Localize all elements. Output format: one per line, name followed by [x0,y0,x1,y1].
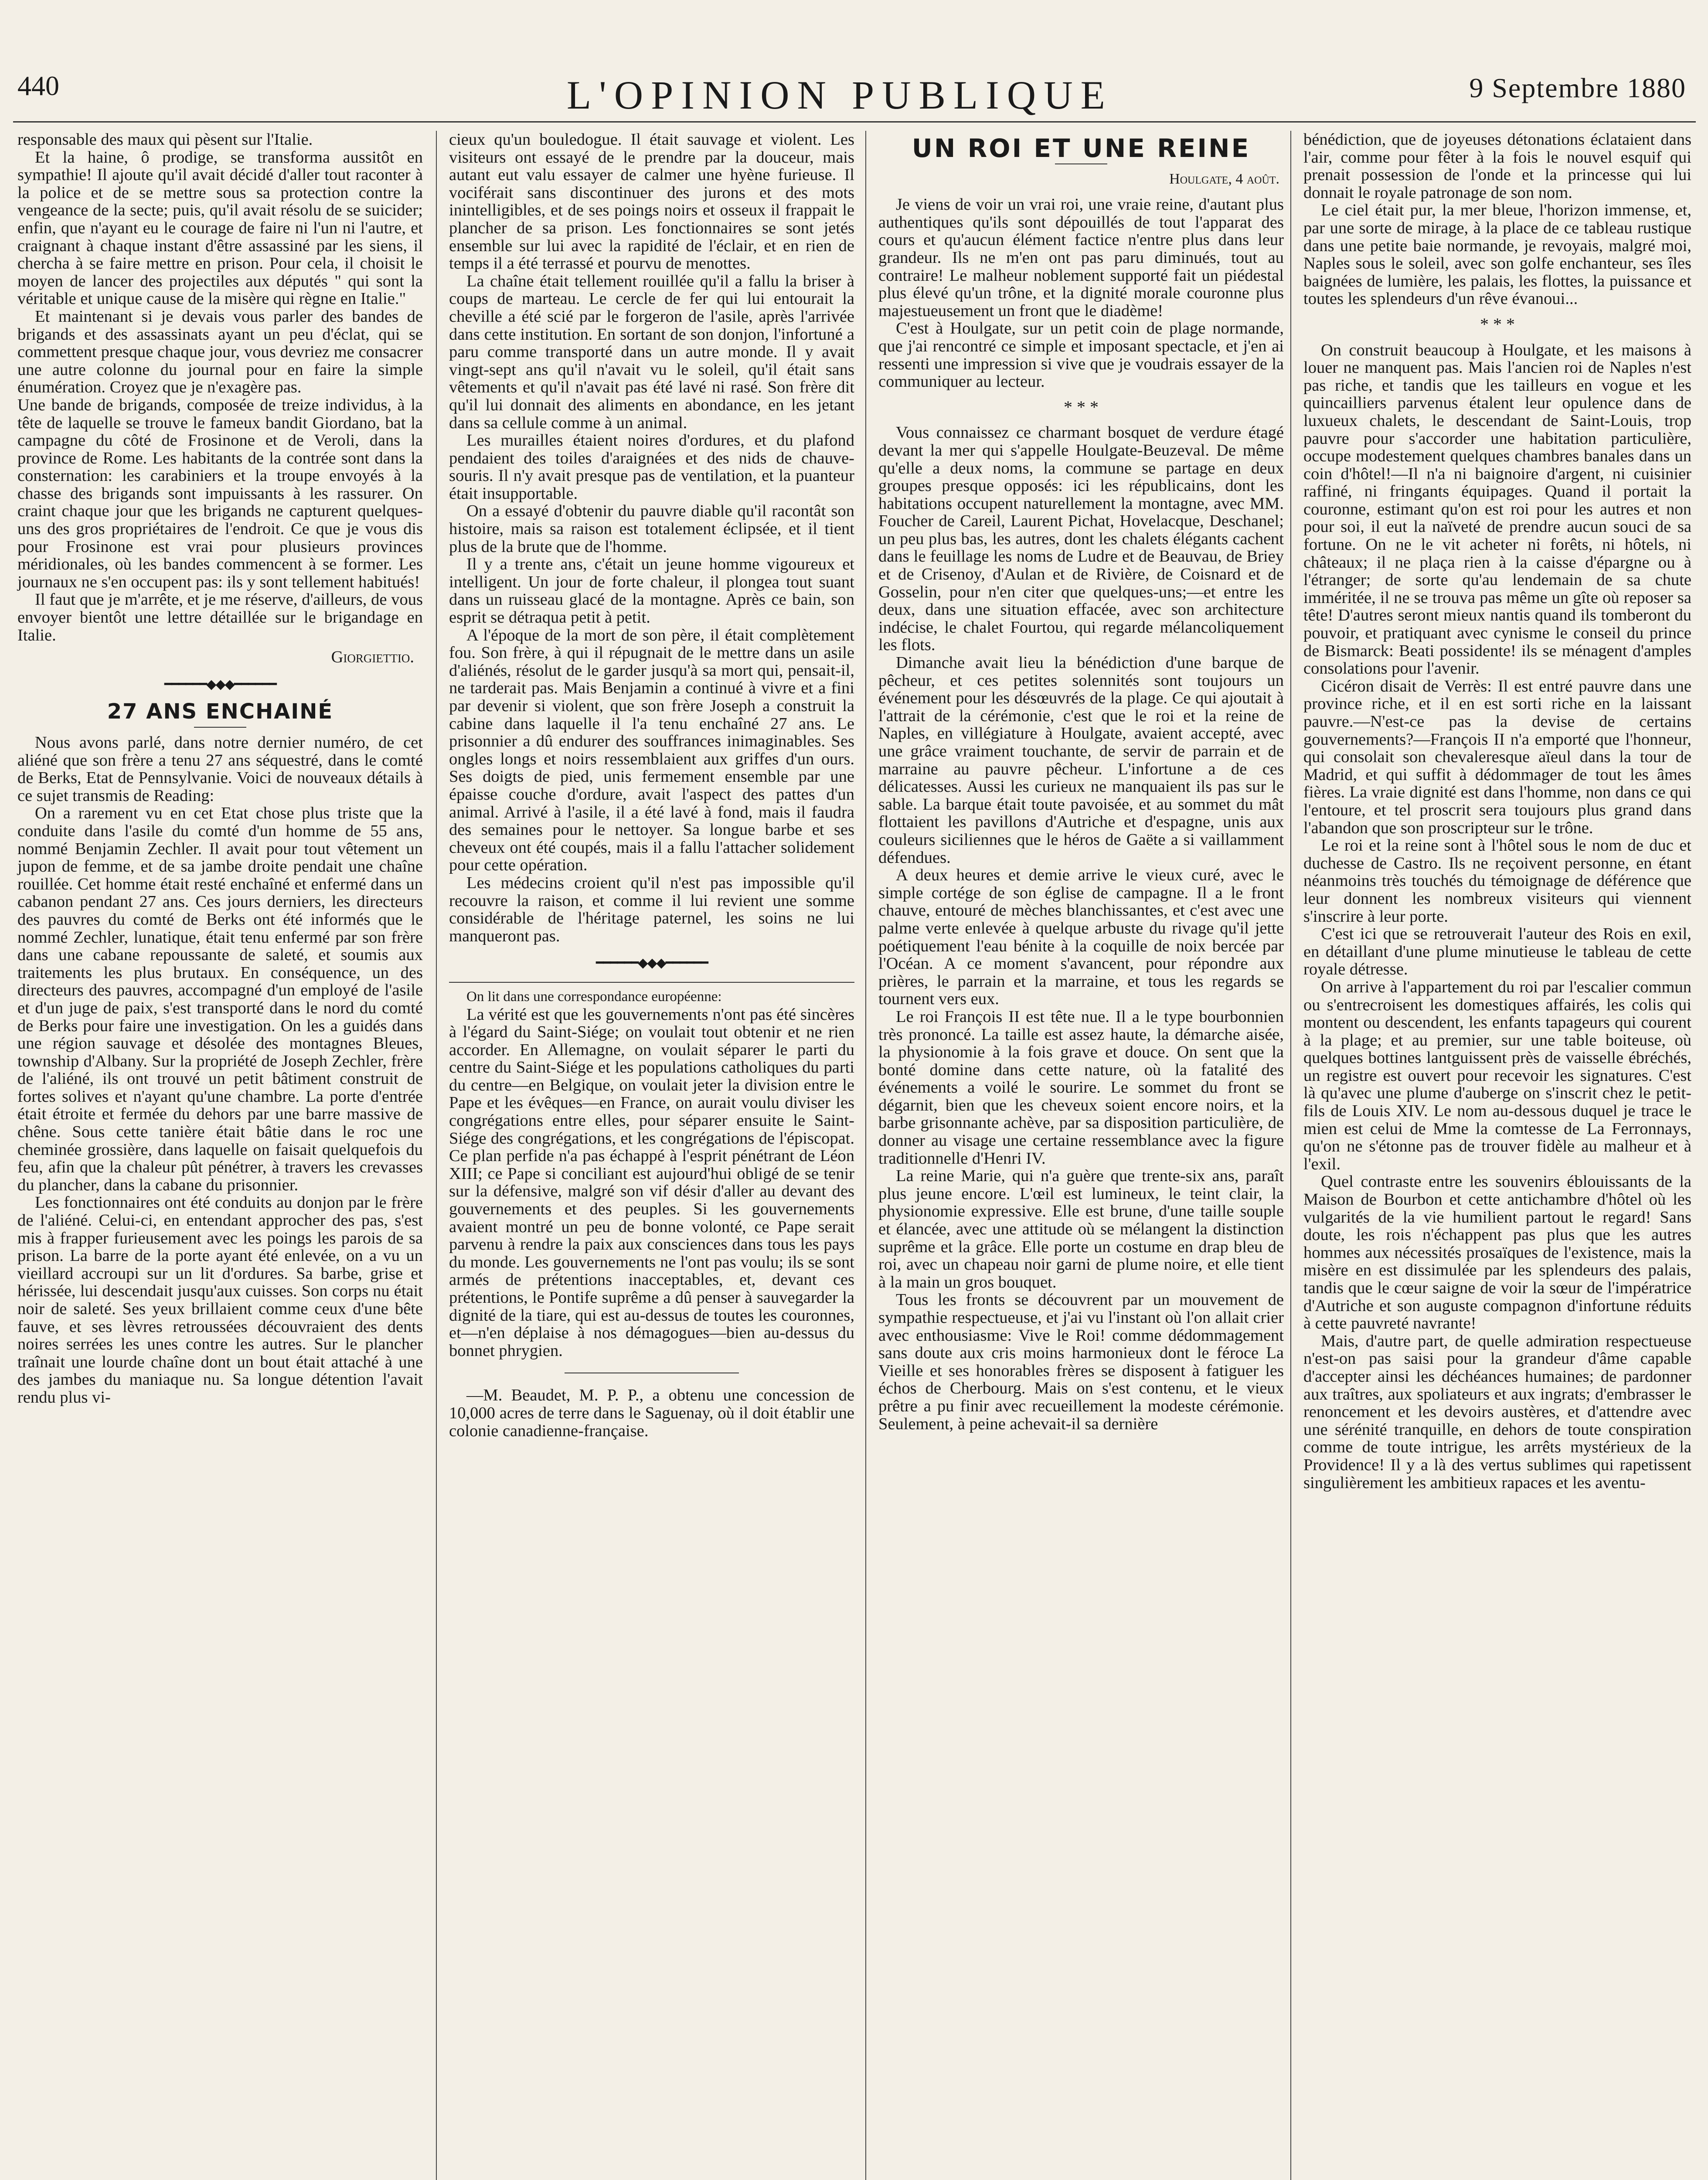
issue-date: 9 Septembre 1880 [1469,72,1686,103]
column-divider [436,131,437,2180]
paragraph: bénédiction, que de joyeuses détonations éclataient dans l'air, comme pour fêter à la fois le nouvel esquif qui prenait possession de l'onde et la princesse qui lui donnait le royale patronage de son nom. [1303,130,1691,202]
paragraph: La reine Marie, qui n'a guère que trente-six ans, paraît plus jeune encore. L'œil est lumineux, le teint clair, la physionomie expressive. Elle est brune, d'une taille souple et élancée, avec une attitude où se mélangent la distinction suprême et la grâce. Elle porte un costume en drap bleu de roi, avec un chapeau noir garni de plume noire, et elle tient à la main un gros bouquet. [878,1167,1284,1291]
asterism: * * * [1480,314,1515,334]
column-divider [865,131,866,2180]
dateline: Houlgate, 4 août. [1169,170,1279,187]
paragraph: A l'époque de la mort de son père, il était complètement fou. Son frère, à qui il répugnait de le mettre dans un asile d'aliénés, résolut de le garder jusqu'à sa mort qui, pensait-il, ne tarderait pas. Mais Benjamin a continué à vivre et a fini par devenir si violent, que son frère Joseph a construit la cabine dans laquelle il l'a tenu enchaîné 27 ans. Le prisonnier a dû endurer des souffrances inimaginables. Ses ongles longs et noirs ressemblaient aux griffes d'un ours. Ses doigts de pied, unis fermement ensemble par une épaisse couche d'ordure, avait l'aspect des pattes d'un animal. Arrivé à l'asile, il a été lavé à fond, mais il faudra des semaines pour le nettoyer. Sa longue barbe et ses cheveux ont été coupés, mais il a fallu l'attacher solidement pour cette opération. [449,626,854,875]
ornament-divider: ━━━━━━◆◆◆━━━━━━ [596,956,708,971]
paragraph: responsable des maux qui pèsent sur l'Italie. [17,130,313,149]
paragraph: La vérité est que les gouvernements n'ont pas été sincères à l'égard du Saint-Siége; on voulait tout obtenir et ne rien accorder. En Allemagne, on voulait séparer le parti du centre du Saint-Siége et les populations catholiques du parti du centre—en Belgique, on voulait jeter la division entre le Pape et les évêques—en France, on aurait voulu diviser les congrégations entre elles, pour séparer ensuite le Saint-Siége des congrégations, et les congrégations de l'épiscopat. Ce plan perfide n'a pas échappé à l'esprit pénétrant de Léon XIII; ce Pape si conciliant est aujourd'hui obligé de se tenir sur la défensive, malgré son vif désir d'aller au devant des gouvernements et des peuples. Si les gouvernements avaient montré un peu de bonne volonté, ce Pape serait parvenu à rendre la paix aux consciences dans tous les pays du monde. Les gouvernements ne l'ont pas voulu; ils se sont armés de prétentions inacceptables, et, devant ces prétentions, le Pontife suprême a dû penser à sauvegarder la dignité de la tiare, qui est au-dessus de toutes les couronnes, et—n'en déplaise à nos démagogues—bien au-dessus du bonnet phrygien. [449,1005,854,1360]
column-3 [878,131,1284,1433]
paragraph: —M. Beaudet, M. P. P., a obtenu une concession de 10,000 acres de terre dans le Saguenay, où il doit établir une colonie canadienne-française. [449,1386,854,1440]
paragraph: Une bande de brigands, composée de treize individus, à la tête de laquelle se trouve le fameux bandit Giordano, bat la campagne du côté de Frosinone et de Veroli, dans la province de Rome. Les habitants de la contrée sont dans la consternation: les carabiniers et la troupe envoyés à la chasse des brigands sont impuissants à les rassurer. On craint chaque jour que les brigands ne capturent quelques-uns des gros propriétaires de l'endroit. Ce que je vous dis pour Frosinone est vrai pour plusieurs provinces méridionales, où les bandes commencent à se former. Les journaux ne s'en occupent pas: ils y sont tellement habitués! [17,395,423,591]
column-divider [1290,131,1291,2180]
asterism: * * * [1064,397,1099,417]
paragraph: Vous connaissez ce charmant bosquet de verdure étagé devant la mer qui s'appelle Houlgate-Beuzeval. De même qu'elle a deux noms, la commune se partage en deux groupes presque opposés: ici les républicains, dont les habitations occupent naturellement la montagne, avec MM. Foucher de Careil, Laurent Pichat, Hovelacque, Deschanel; un peu plus bas, les autres, dont les chalets élégants cachent dans le feuillage les noms de Ludre et de Beauvau, de Briey et de Crisenoy, d'Aulan et de Rivière, de Coisnard et de Gosselin, pour n'en citer que quelques-uns;—et entre les deux, dans une situation effacée, avec son architecture indécise, le chalet Fourtou, qui regarde mélancoliquement les flots. [878,423,1284,654]
correspondance-intro: On lit dans une correspondance européenne: [466,988,722,1005]
paragraph: Les médecins croient qu'il n'est pas impossible qu'il recouvre la raison, et comme il lui revient une somme considérable de l'héritage paternel, les soins ne lui manqueront pas. [449,873,854,945]
paragraph: On a essayé d'obtenir du pauvre diable qu'il racontât son histoire, mais sa raison est totalement éclipsée, et il tient plus de la brute que de l'homme. [449,502,854,556]
paragraph: Quel contraste entre les souvenirs éblouissants de la Maison de Bourbon et cette antichambre d'hôtel où les vulgarités de la vie humilient partout le regard! Sans doute, les rois n'échappent pas plus que les autres hommes aux nécessités prosaïques de l'existence, mais la misère en est dissimulée par les splendeurs des palais, tandis que le cœur saigne de voir la sœur de l'impératrice d'Autriche et son auguste compagnon d'infortune réduits à cette pauvreté navrante! [1303,1172,1691,1333]
article-title: UN ROI ET UNE REINE [912,133,1251,163]
article-title: 27 ANS ENCHAINÉ [107,699,333,724]
section-rule [449,982,854,983]
header-rule [13,121,1696,123]
paragraph: Mais, d'autre part, de quelle admiration respectueuse n'est-on pas saisi pour la grandeur d'âme capable d'accepter ainsi les déchéances humaines; de pardonner aux traîtres, aux spoliateurs et aux ingrats; d'embrasser le renoncement et les devoirs austères, et d'attendre avec une sérénité tranquille, en dehors de toute conspiration comme de toute intrigue, les arrêts mystérieux de la Providence! Il y a là des vertus sublimes qui rapetissent singulièrement les ambitieux rapaces et les aventu- [1303,1332,1691,1492]
paragraph: On arrive à l'appartement du roi par l'escalier commun ou s'entrecroisent les domestiques affairés, les colis qui montent ou descendent, les enfants tapageurs qui courent à la plage; et au premier, sur une table boiteuse, où quelques bottines lantguissent près de vaisselle ébréchés, un registre est ouvert pour recevoir les signatures. C'est là qu'avec une plume d'auberge on s'inscrit chez le petit-fils de Louis XIV. Le nom au-dessous duquel je trace le mien est celui de Mme la comtesse de La Ferronnays, qu'on ne s'étonne pas de trouver fidèle au malheur et à l'exil. [1303,978,1691,1173]
paragraph: Tous les fronts se découvrent par un mouvement de sympathie respectueuse, et j'ai vu l'instant où l'on allait crier avec enthousiasme: Vive le Roi! comme dédommagement sans doute aux cris moins harmonieux dont le féroce La Vieille et ses honorables frères se disposent à fatiguer les échos de Cherbourg. Mais on s'est contenu, et le vieux prêtre a pu finir avec recueillement la modeste cérémonie. Seulement, à peine achevait-il sa dernière [878,1291,1284,1433]
paragraph: Le ciel était pur, la mer bleue, l'horizon immense, et, par une sorte de mirage, à la place de ce tableau rustique dans une petite baie normande, je revoyais, malgré moi, Naples sous le soleil, avec son golfe enchanteur, ses îles baignées de lumière, les palais, les flottes, la puissance et toutes les splendeurs d'un rêve évanoui... [1303,201,1691,308]
page-header [0,0,1708,131]
paragraph: Le roi François II est tête nue. Il a le type bourbonnien très prononcé. La taille est assez haute, la démarche aisée, la physionomie à la fois grave et douce. On sent que la bonté domine dans cette nature, où la fatalité des événements a voilé le sourire. Le sommet du front se dégarnit, bien que les cheveux soient encore noirs, et la barbe grisonnante achève, par sa disposition particulière, de donner au visage une certaine ressemblance avec la figure traditionnelle d'Henri IV. [878,1007,1284,1168]
paragraph: C'est à Houlgate, sur un petit coin de plage normande, que j'ai rencontré ce simple et imposant spectacle, et j'en ai ressenti une impression si vive que je voudrais essayer de la communiquer au lecteur. [878,319,1284,391]
paragraph: Cicéron disait de Verrès: Il est entré pauvre dans une province riche, et il en est sorti riche en la laissant pauvre.—N'est-ce pas la devise de certains gouvernements?—François II n'a emporté que l'honneur, qui consolait son chevaleresque aïeul dans la tour de Madrid, et qui suffit à dédommager de tout les âmes fières. La vraie dignité est dans l'homme, non dans ce qui l'entoure, et tel proscrit sera toujours plus grand dans l'abandon que son proscripteur sur le trône. [1303,677,1691,837]
paragraph: On construit beaucoup à Houlgate, et les maisons à louer ne manquent pas. Mais l'ancien roi de Naples n'est pas riche, et tandis que les tailleurs en vogue et les quincailliers parvenus étalent leur opulence dans de luxueux chalets, le descendant de Saint-Louis, trop pauvre pour s'accorder une habitation particulière, occupe modestement quelques chambres banales dans un coin d'hôtel!—Il n'a ni baignoire d'argent, ni cuisinier raffiné, ni fringants équipages. Quand il portait la couronne, estimant qu'on est roi pour les autres et non pour soi, il eut la naïveté de prendre aucun souci de sa fortune. On ne le vit acheter ni forêts, ni hôtels, ni châteaux; il ne plaça rien à la caisse d'épargne ou à l'étranger; de sorte qu'au lendemain de sa chute imméritée, il ne se trouva pas même un gîte où reposer sa tête! D'autres seront mieux nantis quand ils tomberont du pouvoir, et pratiquant avec cynisme le conseil du prince de Bismarck: Beati possidente! ils se ménagent d'amples consolations pour l'avenir. [1303,341,1691,678]
paragraph: Il faut que je m'arrête, et je me réserve, d'ailleurs, de vous envoyer bientôt une lettre détaillée sur le brigandage en Italie. [17,590,423,644]
paragraph: Et maintenant si je devais vous parler des bandes de brigands et des assassinats ayant un peu d'éclat, qui se commettent presque chaque jour, vous devriez me consacrer une autre colonne du journal pour en faire la simple énumération. Croyez que je n'exagère pas. [17,307,423,397]
page-number: 440 [17,70,59,101]
paragraph: Nous avons parlé, dans notre dernier numéro, de cet aliéné que son frère a tenu 27 ans séquestré, dans le comté de Berks, Etat de Pennsylvanie. Voici de nouveaux détails à ce sujet transmis de Reading: [17,733,423,805]
title-rule [194,727,246,728]
column-1 [17,131,423,1407]
masthead: L'OPINION PUBLIQUE [567,73,1113,117]
ornament-divider: ━━━━━━◆◆◆━━━━━━ [164,677,276,691]
paragraph: cieux qu'un bouledogue. Il était sauvage et violent. Les visiteurs ont essayé de le prendre par la douceur, mais autant eut valu essayer de calmer une hyène furieuse. Il vociférait sans discontinuer des jurons et des mots inintelligibles, et de ses poings noirs et osseux il frappait le plancher de sa prison. Les fonctionnaires se sont jetés ensemble sur lui avec la rapidité de l'éclair, et en rien de temps il a été terrassé et pourvu de menottes. [449,130,854,273]
paragraph: Dimanche avait lieu la bénédiction d'une barque de pêcheur, et ces petites solennités sont toujours un événement pour les désœuvrés de la plage. Ce qui ajoutait à l'attrait de la cérémonie, c'est que le roi et la reine de Naples, en villégiature à Houlgate, avaient accepté, avec une grâce vraiment touchante, de servir de parrain et de marraine au pauvre pêcheur. L'infortune a de ces délicatesses. Aussi les curieux ne manquaient ils pas sur le sable. La barque était toute pavoisée, et au sommet du mât flottaient les pavillons d'Autriche et d'espagne, unis aux couleurs siciliennes que le héros de Gaëte a si vaillamment défendues. [878,654,1284,867]
paragraph: Je viens de voir un vrai roi, une vraie reine, d'autant plus authentiques qu'ils sont dépouillés de tout l'apparat des cours et qu'aucun élément factice n'entre plus dans leur grandeur. Ils ne m'en ont pas paru diminués, tout au contraire! Le malheur noblement supporté fait un piédestal plus élevé qu'un trône, et la dignité morale couronne plus majestueusement un front que le diadème! [878,195,1284,320]
paragraph: Les fonctionnaires ont été conduits au donjon par le frère de l'aliéné. Celui-ci, en entendant approcher des pas, s'est mis à frapper furieusement avec les poings les parois de sa prison. La barre de la porte ayant été enlevée, on a vu un vieillard accroupi sur un lit d'ordures. Sa barbe, grise et hérissée, lui descendait jusqu'aux cuisses. Son corps nu était noir de saleté. Ses yeux brillaient comme ceux d'une bête fauve, et ses lèvres retroussées découvraient des dents noires serrées les unes contre les autres. Sur le plancher traînait une lourde chaîne dont un bout était attaché à une des jambes du maniaque nu. Sa longue détention l'avait rendu plus vi- [17,1193,423,1407]
paragraph: Il y a trente ans, c'était un jeune homme vigoureux et intelligent. Un jour de forte chaleur, il plongea tout suant dans un ruisseau glacé de la montagne. Après ce bain, son esprit se détraqua petit à petit. [449,555,854,627]
paragraph: On a rarement vu en cet Etat chose plus triste que la conduite dans l'asile du comté d'un homme de 55 ans, nommé Benjamin Zechler. Il avait pour tout vêtement un jupon de femme, et de sa jambe droite pendait une chaîne rouillée. Cet homme était resté enchaîné et enfermé dans un cabanon pendant 27 ans. Ces jours derniers, les directeurs des pauvres du comté de Berks ont été informés que le nommé Zechler, lunatique, était tenu enfermé par son frère dans une cabane repoussante de saleté, et soumis aux traitements les plus brutaux. En conséquence, un des directeurs des pauvres, accompagné d'un employé de l'asile et d'un juge de paix, s'est transporté dans le nord du comté de Berks pour faire une investigation. On les a guidés dans une région sauvage et désolée des montagnes Bleues, township d'Albany. Sur la propriété de Joseph Zechler, frère de l'aliéné, ils ont trouvé un petit bâtiment construit de fortes solives et n'ayant qu'une chambre. La porte d'entrée était étroite et fermée du dehors par une barre massive de chêne. Sous cette tanière était bâtie dans le roc une cheminée grossière, dans laquelle on faisait quelquefois du feu, afin que la chaleur pût pénétrer, à travers les crevasses du plancher, dans la cabane du prisonnier. [17,804,423,1194]
paragraph: Les murailles étaient noires d'ordures, et du plafond pendaient des toiles d'araignées et des nids de chauve-souris. Il n'y avait presque pas de ventilation, et la puanteur était insupportable. [449,431,854,503]
signature: Giorgiettio. [331,648,414,667]
paragraph: Le roi et la reine sont à l'hôtel sous le nom de duc et duchesse de Castro. Ils ne reçoivent personne, en étant néanmoins très touchés du témoignage de déférence que leur donnent les nombreux visiteurs qui viennent s'inscrire à leur porte. [1303,836,1691,926]
paragraph: Et la haine, ô prodige, se transforma aussitôt en sympathie! Il ajoute qu'il avait décidé d'aller tout raconter à la police et de se mettre sous sa protection contre la vengeance de la secte; puis, qu'il avait résolu de se suicider; enfin, que n'ayant eu le courage de faire ni l'un ni l'autre, et craignant à chaque instant d'être assassiné par les siens, il chercha à se faire mettre en prison. Pour cela, il choisit le moyen de lancer des projectiles aux députés " qui sont la véritable et unique cause de la misère qui règne en Italie." [17,148,423,308]
column-4 [1303,131,1691,1492]
paragraph: C'est ici que se retrouverait l'auteur des Rois en exil, en détaillant d'une plume minutieuse le tableau de cette royale détresse. [1303,925,1691,979]
column-2 [449,131,854,1440]
paragraph: La chaîne était tellement rouillée qu'il a fallu la briser à coups de marteau. Le cercle de fer qui lui entourait la cheville a été scié par le forgeron de l'asile, après l'arrivée dans cette institution. En sortant de son donjon, l'infortuné a paru comme transporté dans un autre monde. Il y avait vingt-sept ans qu'il n'avait vu le soleil, qu'il était sans vêtements et qu'il n'avait pas été lavé ni rasé. Son frère dit qu'il lui donnait des aliments en abondance, en les jetant dans sa cellule comme à un animal. [449,272,854,432]
paragraph: A deux heures et demie arrive le vieux curé, avec le simple cortége de son église de campagne. Il a le front chauve, entouré de mèches blanchissantes, et c'est avec une palme verte enlevée à quelque arbuste du rivage qu'il jette poétiquement l'eau bénite à la coquille de noix bercée par l'Océan. A ce moment s'avancent, pour répondre aux prières, le parrain et la marraine, et tous les regards se tournent vers eux. [878,866,1284,1008]
